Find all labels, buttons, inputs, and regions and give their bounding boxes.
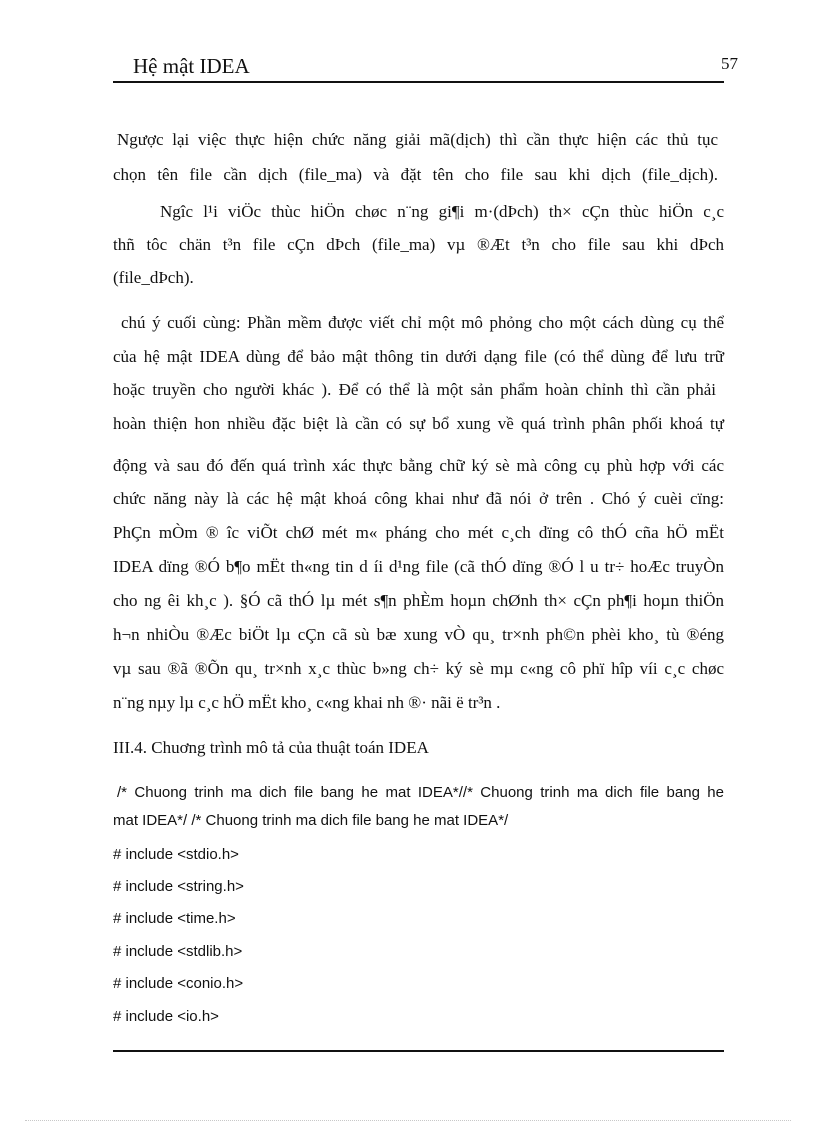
text-line: PhÇn mÒm ® îc viÕt chØ mét m« pháng cho mét c¸ch dïng cô thÓ cña hÖ mËt [113, 523, 724, 542]
text-line: Ngược lại việc thực hiện chức năng giải mã(dịch) thì cần thực hiện các thủ tục [117, 130, 718, 149]
include-line: # include <stdlib.h> [113, 943, 243, 960]
text-line: động và sau đó đến quá trình xác thực bằng chữ ký sè mà công cụ phù hợp với các [113, 456, 724, 475]
text-line: cho ng êi kh¸c ). §Ó cã thÓ lµ mét s¶n phÈm hoµn chØnh th× cÇn ph¶i hoµn thiÖn [113, 591, 724, 610]
text-line: vµ sau ®ã ®Õn qu¸ tr×nh x¸c thùc b»ng ch÷ ký sè mµ c«ng cô phï hîp víi c¸c chøc [113, 659, 724, 678]
text-line: chọn tên file cần dịch (file_ma) và đặt tên cho file sau khi dịch (file_dịch). [113, 165, 718, 184]
header-rule [113, 81, 724, 83]
include-line: # include <stdio.h> [113, 846, 239, 863]
text-line: n¨ng nµy lµ c¸c hÖ mËt kho¸ c«ng khai nh ®· nãi ë tr³n . [113, 693, 501, 712]
text-line: hoàn thiện hon nhiều đặc biệt là cần có sự bổ xung về quá trình phân phối khoá tự [113, 414, 724, 433]
text-line: của hệ mật IDEA dùng để bảo mật thông tin dưới dạng file (có thể dùng để lưu trữ [113, 347, 724, 366]
section-heading: III.4. Chuơng trình mô tả của thuật toán IDEA [113, 738, 429, 757]
text-line: hoặc truyền cho người khác ). Để có thể là một sản phẩm hoàn chỉnh thì cần phải [113, 380, 716, 399]
text-line: (file_dÞch). [113, 268, 194, 287]
text-line: h¬n nhiÒu ®Æc biÖt lµ cÇn cã sù bæ xung vÒ qu¸ tr×nh ph©n phèi kho¸ tù ®éng [113, 625, 724, 644]
page-edge-dotted-line [25, 1120, 791, 1121]
text-line: Ngîc l¹i viÖc thùc hiÖn chøc n¨ng gi¶i m·(dÞch) th× cÇn thùc hiÖn c¸c [160, 202, 724, 221]
include-line: # include <time.h> [113, 910, 236, 927]
text-line: chức năng này là các hệ mật khoá công khai như đã nói ở trên . Chó ý cuèi cïng: [113, 489, 724, 508]
text-line: thñ tôc chän t³n file cÇn dÞch (file_ma) vµ ®Æt t³n cho file sau khi dÞch [113, 235, 724, 254]
page-number: 57 [721, 54, 738, 73]
footer-rule [113, 1050, 724, 1052]
header-title: Hệ mật IDEA [133, 54, 250, 78]
code-line: mat IDEA*/ /* Chuong trinh ma dich file bang he mat IDEA*/ [113, 812, 509, 829]
text-line: IDEA dïng ®Ó b¶o mËt th«ng tin d íi d¹ng file (cã thÓ dïng ®Ó l u tr÷ hoÆc truyÒn [113, 557, 724, 576]
text-line: chú ý cuối cùng: Phần mềm được viết chỉ một mô phỏng cho một cách dùng cụ thể [121, 313, 724, 332]
code-line: /* Chuong trinh ma dich file bang he mat IDEA*//* Chuong trinh ma dich file bang he [117, 784, 724, 801]
include-line: # include <string.h> [113, 878, 244, 895]
include-line: # include <conio.h> [113, 975, 244, 992]
include-line: # include <io.h> [113, 1008, 219, 1025]
